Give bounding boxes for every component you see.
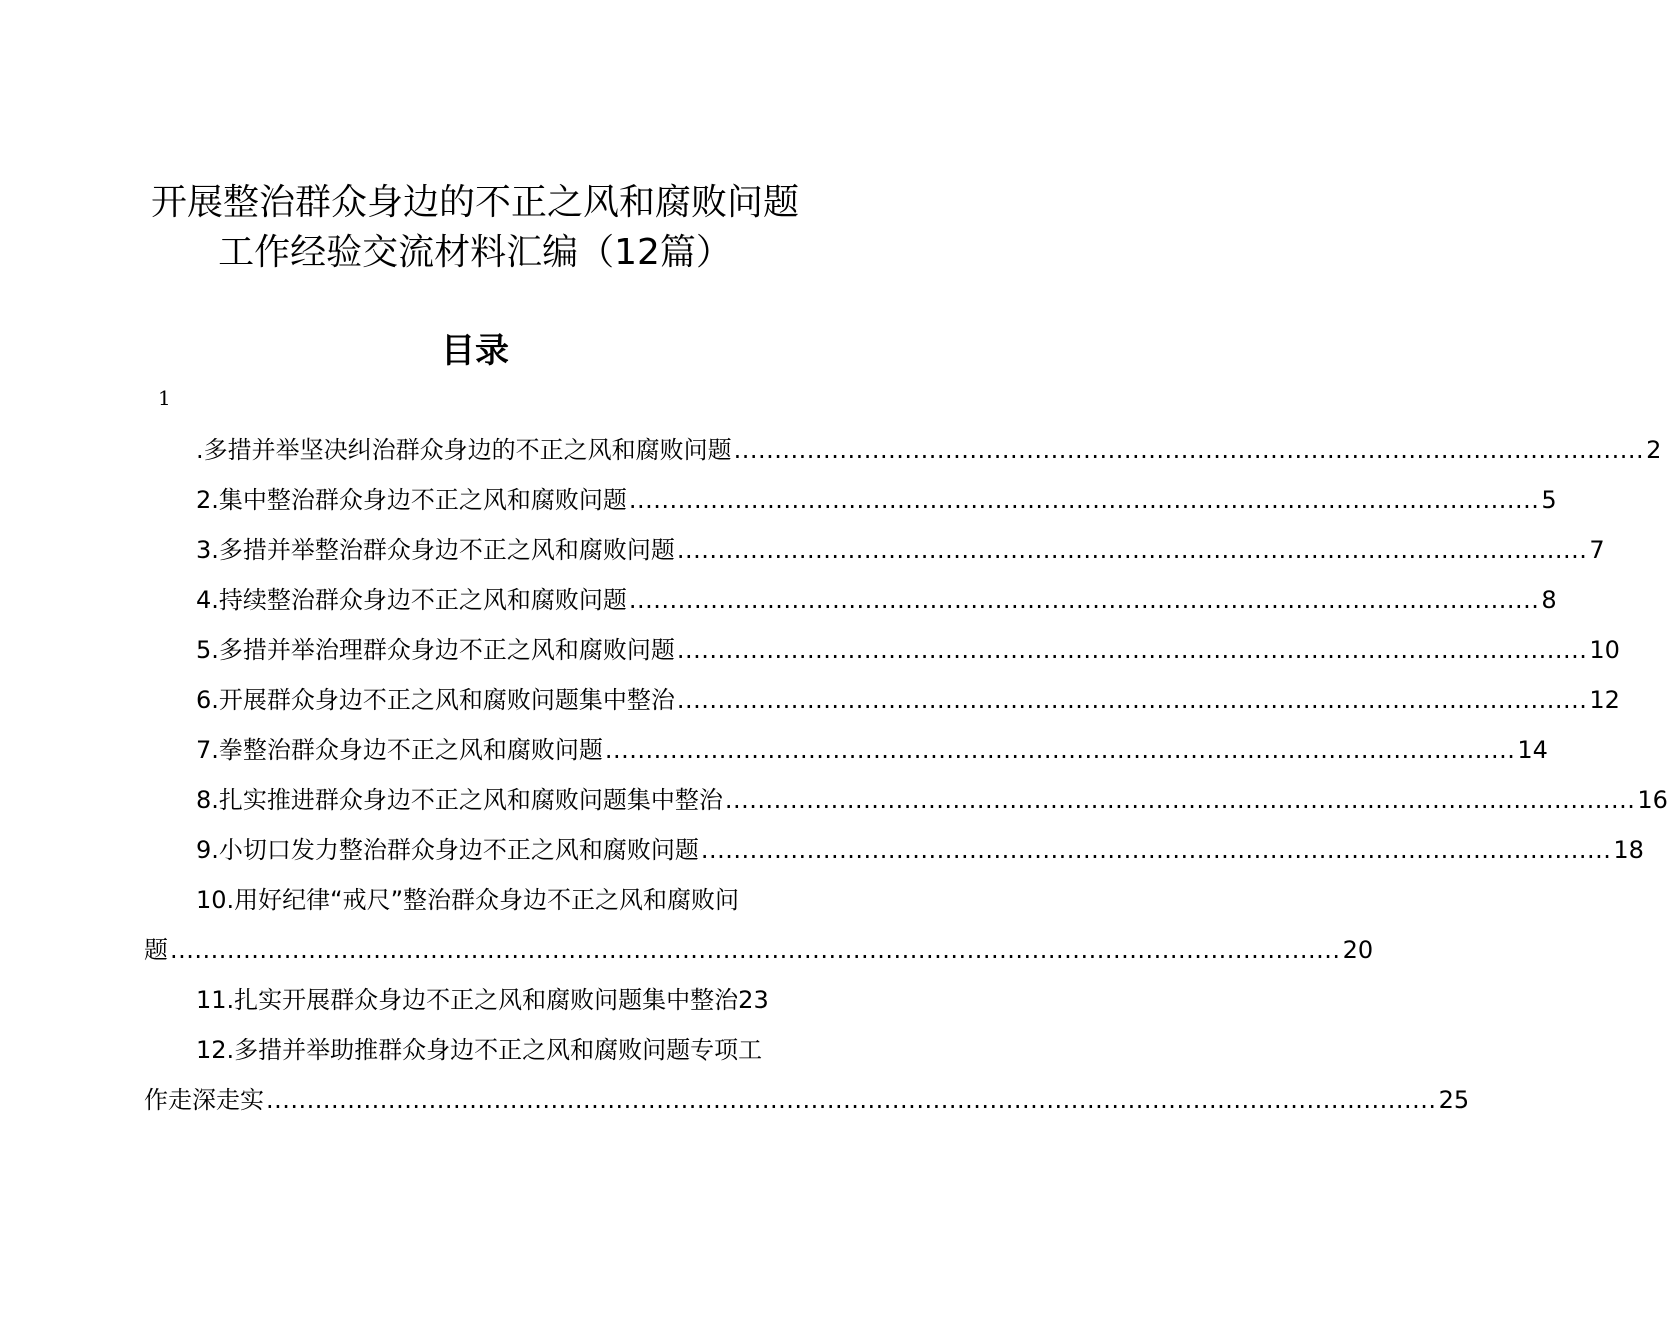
toc-entry-page: 16 [1637,786,1668,814]
toc-entry-10-line-1[interactable]: 10.用好纪律“戒尺”整治群众身边不正之风和腐败问 [196,886,740,914]
toc-entry-title: 2.集中整治群众身边不正之风和腐败问题 [196,486,627,514]
toc-entry-5[interactable] [196,625,1620,675]
stray-number: 1 [158,386,171,410]
toc-entry-12-line-2[interactable] [144,1075,1470,1125]
toc-leader: ................................................................................................................ [676,636,1588,664]
toc-heading: 目录 [441,331,509,371]
toc-entry-page: 8 [1541,586,1557,614]
toc-entry-title: 5.多措并举治理群众身边不正之风和腐败问题 [196,636,675,664]
toc-leader: ................................................................................................................ [700,836,1612,864]
toc-entry-page: 25 [1438,1086,1470,1114]
toc-entry-3[interactable] [196,525,1605,575]
toc-entry-4[interactable] [196,575,1557,625]
toc-leader: ................................................................................................................................................ [266,1086,1437,1114]
toc-entry-page: 14 [1517,736,1548,764]
toc-entry-11[interactable] [196,975,806,1025]
toc-leader: ................................................................................................................ [628,586,1540,614]
toc-entry-title: 6.开展群众身边不正之风和腐败问题集中整治 [196,686,675,714]
toc-entry-page: 18 [1613,836,1644,864]
toc-entry-8[interactable] [196,775,1668,825]
toc-leader: ................................................................................................................ [604,736,1516,764]
toc-leader: ................................................................................................................ [676,686,1588,714]
document-title-line-2: 工作经验交流材料汇编（12篇） [218,232,732,273]
toc-entry-1[interactable] [196,425,1662,475]
toc-entry-title: 题 [144,936,168,964]
toc-entry-page: 10 [1589,636,1620,664]
toc-entry-page: 20 [1342,936,1374,964]
toc-entry-12-line-1[interactable]: 12.多措并举助推群众身边不正之风和腐败问题专项工 [196,1036,763,1064]
toc-entry-title: 8.扎实推进群众身边不正之风和腐败问题集中整治 [196,786,723,814]
toc-entry-7[interactable] [196,725,1548,775]
toc-leader: ................................................................................................................ [628,486,1540,514]
toc-entry-page: 12 [1589,686,1620,714]
toc-entry-6[interactable] [196,675,1620,725]
toc-entry-page: 23 [738,986,769,1014]
toc-entry-title: 3.多措并举整治群众身边不正之风和腐败问题 [196,536,675,564]
toc-entry-title: 11.扎实开展群众身边不正之风和腐败问题集中整治 [196,986,739,1014]
toc-entry-page: 7 [1589,536,1605,564]
toc-entry-10-line-2[interactable] [144,925,1374,975]
toc-leader: ................................................................................................................ [724,786,1636,814]
document-title-line-1: 开展整治群众身边的不正之风和腐败问题 [150,182,799,223]
toc-entry-title: 7.拳整治群众身边不正之风和腐败问题 [196,736,603,764]
toc-entry-page: 2 [1646,436,1662,464]
toc-entry-page: 5 [1541,486,1557,514]
toc-entry-9[interactable] [196,825,1644,875]
toc-entry-title: 作走深走实 [144,1086,264,1114]
toc-entry-title: .多措并举坚决纠治群众身边的不正之风和腐败问题 [196,436,732,464]
toc-entry-title: 9.小切口发力整治群众身边不正之风和腐败问题 [196,836,699,864]
toc-entry-title: 4.持续整治群众身边不正之风和腐败问题 [196,586,627,614]
toc-leader: ................................................................................................................ [676,536,1588,564]
toc-leader: ................................................................................................................................................ [170,936,1341,964]
toc-entry-2[interactable] [196,475,1557,525]
toc-leader: ................................................................................................................ [733,436,1645,464]
